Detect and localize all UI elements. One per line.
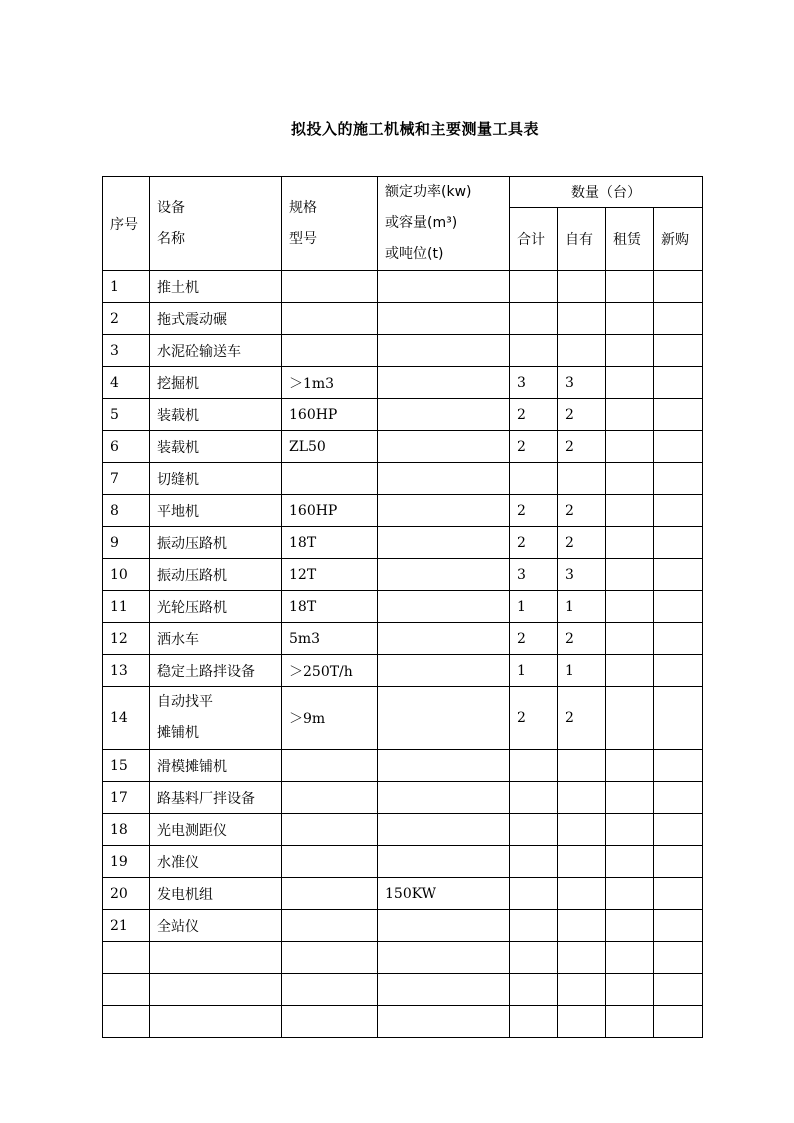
cell-buy [654, 527, 703, 559]
cell-rent [606, 591, 654, 623]
header-power [378, 177, 510, 271]
header-power-line2: 或容量(m³) [385, 215, 458, 231]
cell-own: 1 [558, 591, 606, 623]
cell-own [558, 303, 606, 335]
cell-buy [654, 495, 703, 527]
cell-name: 推土机 [150, 271, 282, 303]
cell-spec [282, 846, 378, 878]
cell-own: 3 [558, 367, 606, 399]
cell-rent [606, 495, 654, 527]
header-total: 合计 [510, 208, 558, 271]
cell-total: 3 [510, 559, 558, 591]
cell-buy [654, 623, 703, 655]
cell-spec: 160HP [282, 495, 378, 527]
cell-buy [654, 399, 703, 431]
cell-power [378, 367, 510, 399]
cell-spec [282, 271, 378, 303]
cell-own: 3 [558, 559, 606, 591]
cell-spec: ＞9m [282, 687, 378, 750]
cell-buy [654, 431, 703, 463]
cell-power [378, 623, 510, 655]
cell-power [378, 527, 510, 559]
header-name-line1: 设备 [157, 199, 185, 216]
header-spec-line2: 型号 [289, 230, 317, 247]
cell-spec: 18T [282, 527, 378, 559]
table-row [103, 910, 703, 942]
cell-no: 20 [103, 878, 150, 910]
cell-name-line2: 摊铺机 [157, 725, 199, 741]
cell-power [378, 655, 510, 687]
cell-no: 1 [103, 271, 150, 303]
cell-power [378, 814, 510, 846]
header-row-1 [103, 177, 703, 208]
cell-buy [654, 910, 703, 942]
cell-no [103, 974, 150, 1006]
cell-buy [654, 942, 703, 974]
cell-spec: ＞1m3 [282, 367, 378, 399]
page-title: 拟投入的施工机械和主要测量工具表 [290, 120, 539, 138]
cell-total [510, 910, 558, 942]
cell-no: 10 [103, 559, 150, 591]
cell-name: 挖掘机 [150, 367, 282, 399]
cell-no: 17 [103, 782, 150, 814]
cell-no: 4 [103, 367, 150, 399]
cell-power [378, 559, 510, 591]
cell-power [378, 974, 510, 1006]
cell-power [378, 846, 510, 878]
cell-spec [282, 463, 378, 495]
table-row [103, 655, 703, 687]
cell-name: 平地机 [150, 495, 282, 527]
cell-rent [606, 782, 654, 814]
cell-total: 3 [510, 367, 558, 399]
table-row [103, 271, 703, 303]
table-row [103, 399, 703, 431]
cell-total: 1 [510, 655, 558, 687]
cell-own [558, 974, 606, 1006]
cell-own [558, 782, 606, 814]
cell-total [510, 782, 558, 814]
table-row [103, 750, 703, 782]
table-row [103, 1006, 703, 1038]
cell-rent [606, 655, 654, 687]
cell-own: 1 [558, 655, 606, 687]
table-row [103, 878, 703, 910]
cell-power [378, 910, 510, 942]
cell-name-line1: 自动找平 [157, 694, 213, 710]
cell-buy [654, 303, 703, 335]
cell-power [378, 431, 510, 463]
cell-buy [654, 878, 703, 910]
cell-name: 全站仪 [150, 910, 282, 942]
cell-name: 发电机组 [150, 878, 282, 910]
cell-name: 水准仪 [150, 846, 282, 878]
cell-buy [654, 655, 703, 687]
table-row [103, 303, 703, 335]
cell-no: 6 [103, 431, 150, 463]
cell-rent [606, 974, 654, 1006]
cell-power [378, 591, 510, 623]
table-row [103, 431, 703, 463]
cell-spec [282, 303, 378, 335]
cell-total [510, 974, 558, 1006]
cell-own [558, 271, 606, 303]
header-power-line3: 或吨位(t) [385, 246, 444, 262]
cell-power [378, 687, 510, 750]
cell-own [558, 750, 606, 782]
cell-rent [606, 335, 654, 367]
cell-own: 2 [558, 431, 606, 463]
header-rent: 租赁 [606, 208, 654, 271]
cell-no: 15 [103, 750, 150, 782]
header-no: 序号 [103, 177, 150, 271]
cell-total [510, 1006, 558, 1038]
cell-name: 装载机 [150, 399, 282, 431]
cell-buy [654, 591, 703, 623]
cell-buy [654, 782, 703, 814]
table-row [103, 687, 703, 750]
cell-power [378, 942, 510, 974]
cell-name: 振动压路机 [150, 559, 282, 591]
cell-spec: 12T [282, 559, 378, 591]
header-qty: 数量（台） [510, 177, 703, 208]
cell-spec: ＞250T/h [282, 655, 378, 687]
cell-no: 2 [103, 303, 150, 335]
cell-no: 8 [103, 495, 150, 527]
cell-power [378, 399, 510, 431]
header-name-line2: 名称 [157, 230, 185, 247]
cell-name: 路基料厂拌设备 [150, 782, 282, 814]
cell-buy [654, 335, 703, 367]
cell-name [150, 1006, 282, 1038]
cell-name [150, 974, 282, 1006]
cell-no: 19 [103, 846, 150, 878]
equipment-table [102, 176, 703, 1038]
cell-buy [654, 750, 703, 782]
cell-buy [654, 367, 703, 399]
cell-total [510, 303, 558, 335]
cell-no: 7 [103, 463, 150, 495]
header-buy: 新购 [654, 208, 703, 271]
cell-own: 2 [558, 623, 606, 655]
table-row [103, 974, 703, 1006]
cell-rent [606, 527, 654, 559]
cell-rent [606, 367, 654, 399]
cell-power: 150KW [378, 878, 510, 910]
cell-total [510, 463, 558, 495]
cell-buy [654, 687, 703, 750]
table-row [103, 623, 703, 655]
cell-power [378, 463, 510, 495]
cell-name: 滑模摊铺机 [150, 750, 282, 782]
cell-rent [606, 303, 654, 335]
cell-name [150, 687, 282, 750]
cell-total [510, 878, 558, 910]
cell-power [378, 495, 510, 527]
cell-total [510, 846, 558, 878]
cell-rent [606, 687, 654, 750]
cell-rent [606, 399, 654, 431]
cell-spec: 18T [282, 591, 378, 623]
cell-rent [606, 814, 654, 846]
cell-own: 2 [558, 527, 606, 559]
cell-own [558, 463, 606, 495]
table-row [103, 367, 703, 399]
cell-no: 14 [103, 687, 150, 750]
header-name [150, 177, 282, 271]
cell-no [103, 1006, 150, 1038]
cell-own [558, 910, 606, 942]
cell-rent [606, 623, 654, 655]
cell-own [558, 335, 606, 367]
header-spec-line1: 规格 [289, 199, 317, 216]
table-row [103, 495, 703, 527]
cell-spec [282, 910, 378, 942]
cell-total: 2 [510, 399, 558, 431]
table-row [103, 335, 703, 367]
cell-rent [606, 431, 654, 463]
cell-no: 3 [103, 335, 150, 367]
cell-own: 2 [558, 687, 606, 750]
cell-rent [606, 750, 654, 782]
table-body [103, 177, 703, 1038]
cell-buy [654, 846, 703, 878]
cell-name: 光轮压路机 [150, 591, 282, 623]
cell-spec [282, 1006, 378, 1038]
table-row [103, 527, 703, 559]
cell-spec: 160HP [282, 399, 378, 431]
cell-rent [606, 846, 654, 878]
cell-total [510, 750, 558, 782]
cell-no [103, 942, 150, 974]
cell-total [510, 335, 558, 367]
header-spec [282, 177, 378, 271]
cell-total: 2 [510, 495, 558, 527]
cell-rent [606, 463, 654, 495]
cell-buy [654, 559, 703, 591]
table-row [103, 814, 703, 846]
cell-name: 光电测距仪 [150, 814, 282, 846]
cell-own [558, 942, 606, 974]
cell-power [378, 750, 510, 782]
cell-total: 2 [510, 687, 558, 750]
cell-spec: ZL50 [282, 431, 378, 463]
header-power-line1: 额定功率(kw) [385, 184, 472, 200]
cell-spec [282, 750, 378, 782]
cell-name: 水泥砼输送车 [150, 335, 282, 367]
cell-name: 装载机 [150, 431, 282, 463]
cell-no: 18 [103, 814, 150, 846]
cell-no: 21 [103, 910, 150, 942]
cell-power [378, 303, 510, 335]
cell-power [378, 782, 510, 814]
cell-own [558, 846, 606, 878]
cell-own: 2 [558, 495, 606, 527]
cell-total [510, 942, 558, 974]
cell-buy [654, 814, 703, 846]
cell-rent [606, 1006, 654, 1038]
cell-total [510, 814, 558, 846]
cell-no: 12 [103, 623, 150, 655]
cell-power [378, 335, 510, 367]
table-row [103, 559, 703, 591]
cell-spec [282, 335, 378, 367]
table-row [103, 846, 703, 878]
cell-buy [654, 974, 703, 1006]
table-row [103, 463, 703, 495]
cell-rent [606, 271, 654, 303]
cell-spec [282, 974, 378, 1006]
header-own: 自有 [558, 208, 606, 271]
cell-own: 2 [558, 399, 606, 431]
table-row [103, 591, 703, 623]
cell-spec [282, 942, 378, 974]
cell-name: 拖式震动碾 [150, 303, 282, 335]
cell-rent [606, 942, 654, 974]
cell-buy [654, 1006, 703, 1038]
cell-name: 洒水车 [150, 623, 282, 655]
cell-spec: 5m3 [282, 623, 378, 655]
cell-no: 13 [103, 655, 150, 687]
cell-own [558, 1006, 606, 1038]
cell-buy [654, 271, 703, 303]
cell-rent [606, 910, 654, 942]
cell-spec [282, 782, 378, 814]
cell-total: 1 [510, 591, 558, 623]
cell-own [558, 814, 606, 846]
cell-power [378, 1006, 510, 1038]
cell-total: 2 [510, 431, 558, 463]
cell-spec [282, 814, 378, 846]
cell-name: 稳定土路拌设备 [150, 655, 282, 687]
cell-total: 2 [510, 623, 558, 655]
cell-no: 11 [103, 591, 150, 623]
table-row [103, 782, 703, 814]
cell-no: 9 [103, 527, 150, 559]
cell-rent [606, 559, 654, 591]
cell-name: 振动压路机 [150, 527, 282, 559]
table-row [103, 942, 703, 974]
cell-buy [654, 463, 703, 495]
cell-power [378, 271, 510, 303]
cell-total: 2 [510, 527, 558, 559]
cell-spec [282, 878, 378, 910]
cell-rent [606, 878, 654, 910]
cell-name [150, 942, 282, 974]
cell-own [558, 878, 606, 910]
cell-no: 5 [103, 399, 150, 431]
cell-name: 切缝机 [150, 463, 282, 495]
cell-total [510, 271, 558, 303]
